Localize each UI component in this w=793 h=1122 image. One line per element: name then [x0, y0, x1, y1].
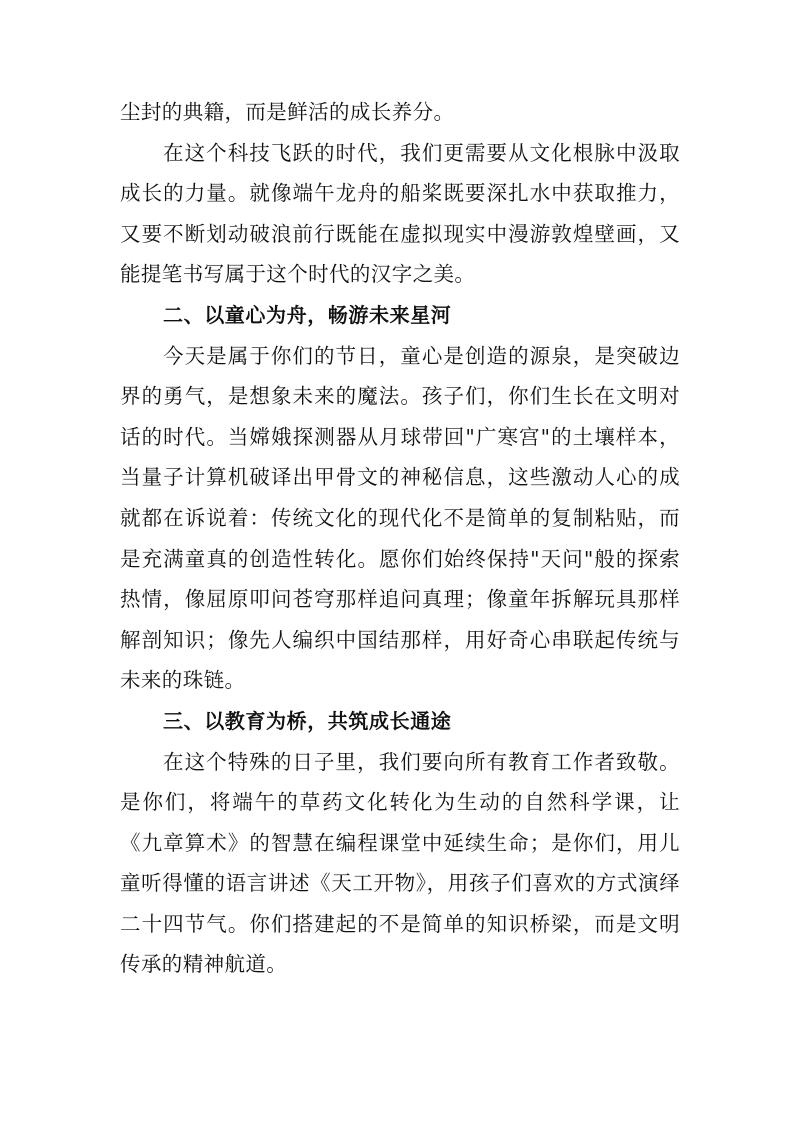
paragraph-educators: 在这个特殊的日子里，我们要向所有教育工作者致敬。是你们，将端午的草药文化转化为生动的自然科学课，让《九章算术》的智慧在编程课堂中延续生命；是你们，用儿童听得懂的语言讲述《天工开物》，用孩子们喜欢的方式演绎二十四节气。你们搭建起的不是简单的知识桥梁，而是文明传承的精神航道。: [120, 749, 680, 977]
section-heading-3: 三、以教育为桥，共筑成长通途: [163, 708, 452, 733]
paragraph-continuation: 尘封的典籍，而是鲜活的成长养分。: [120, 100, 455, 124]
document-page: [120, 92, 680, 985]
paragraph-childlike-heart: 今天是属于你们的节日，童心是创造的源泉，是突破边界的勇气，是想象未来的魔法。孩子们，你们生长在文明对话的时代。当嫦娥探测器从月球带回"广寒宫"的土壤样本，当量子计算机破译出甲骨文的神秘信息，这些激动人心的成就都在诉说着：传统文化的现代化不是简单的复制粘贴，而是充满童真的创造性转化。愿你们始终保持"天问"般的探索热情，像屈原叩问苍穹那样追问真理；像童年拆解玩具那样解剖知识；像先人编织中国结那样，用好奇心串联起传统与未来的珠链。: [120, 343, 680, 693]
paragraph-technology-era: 在这个科技飞跃的时代，我们更需要从文化根脉中汲取成长的力量。就像端午龙舟的船桨既要深扎水中获取推力，又要不断划动破浪前行既能在虚拟现实中漫游敦煌壁画，又能提笔书写属于这个时代的汉字之美。: [120, 140, 680, 287]
section-heading-2: 二、以童心为舟，畅游未来星河: [163, 302, 452, 327]
